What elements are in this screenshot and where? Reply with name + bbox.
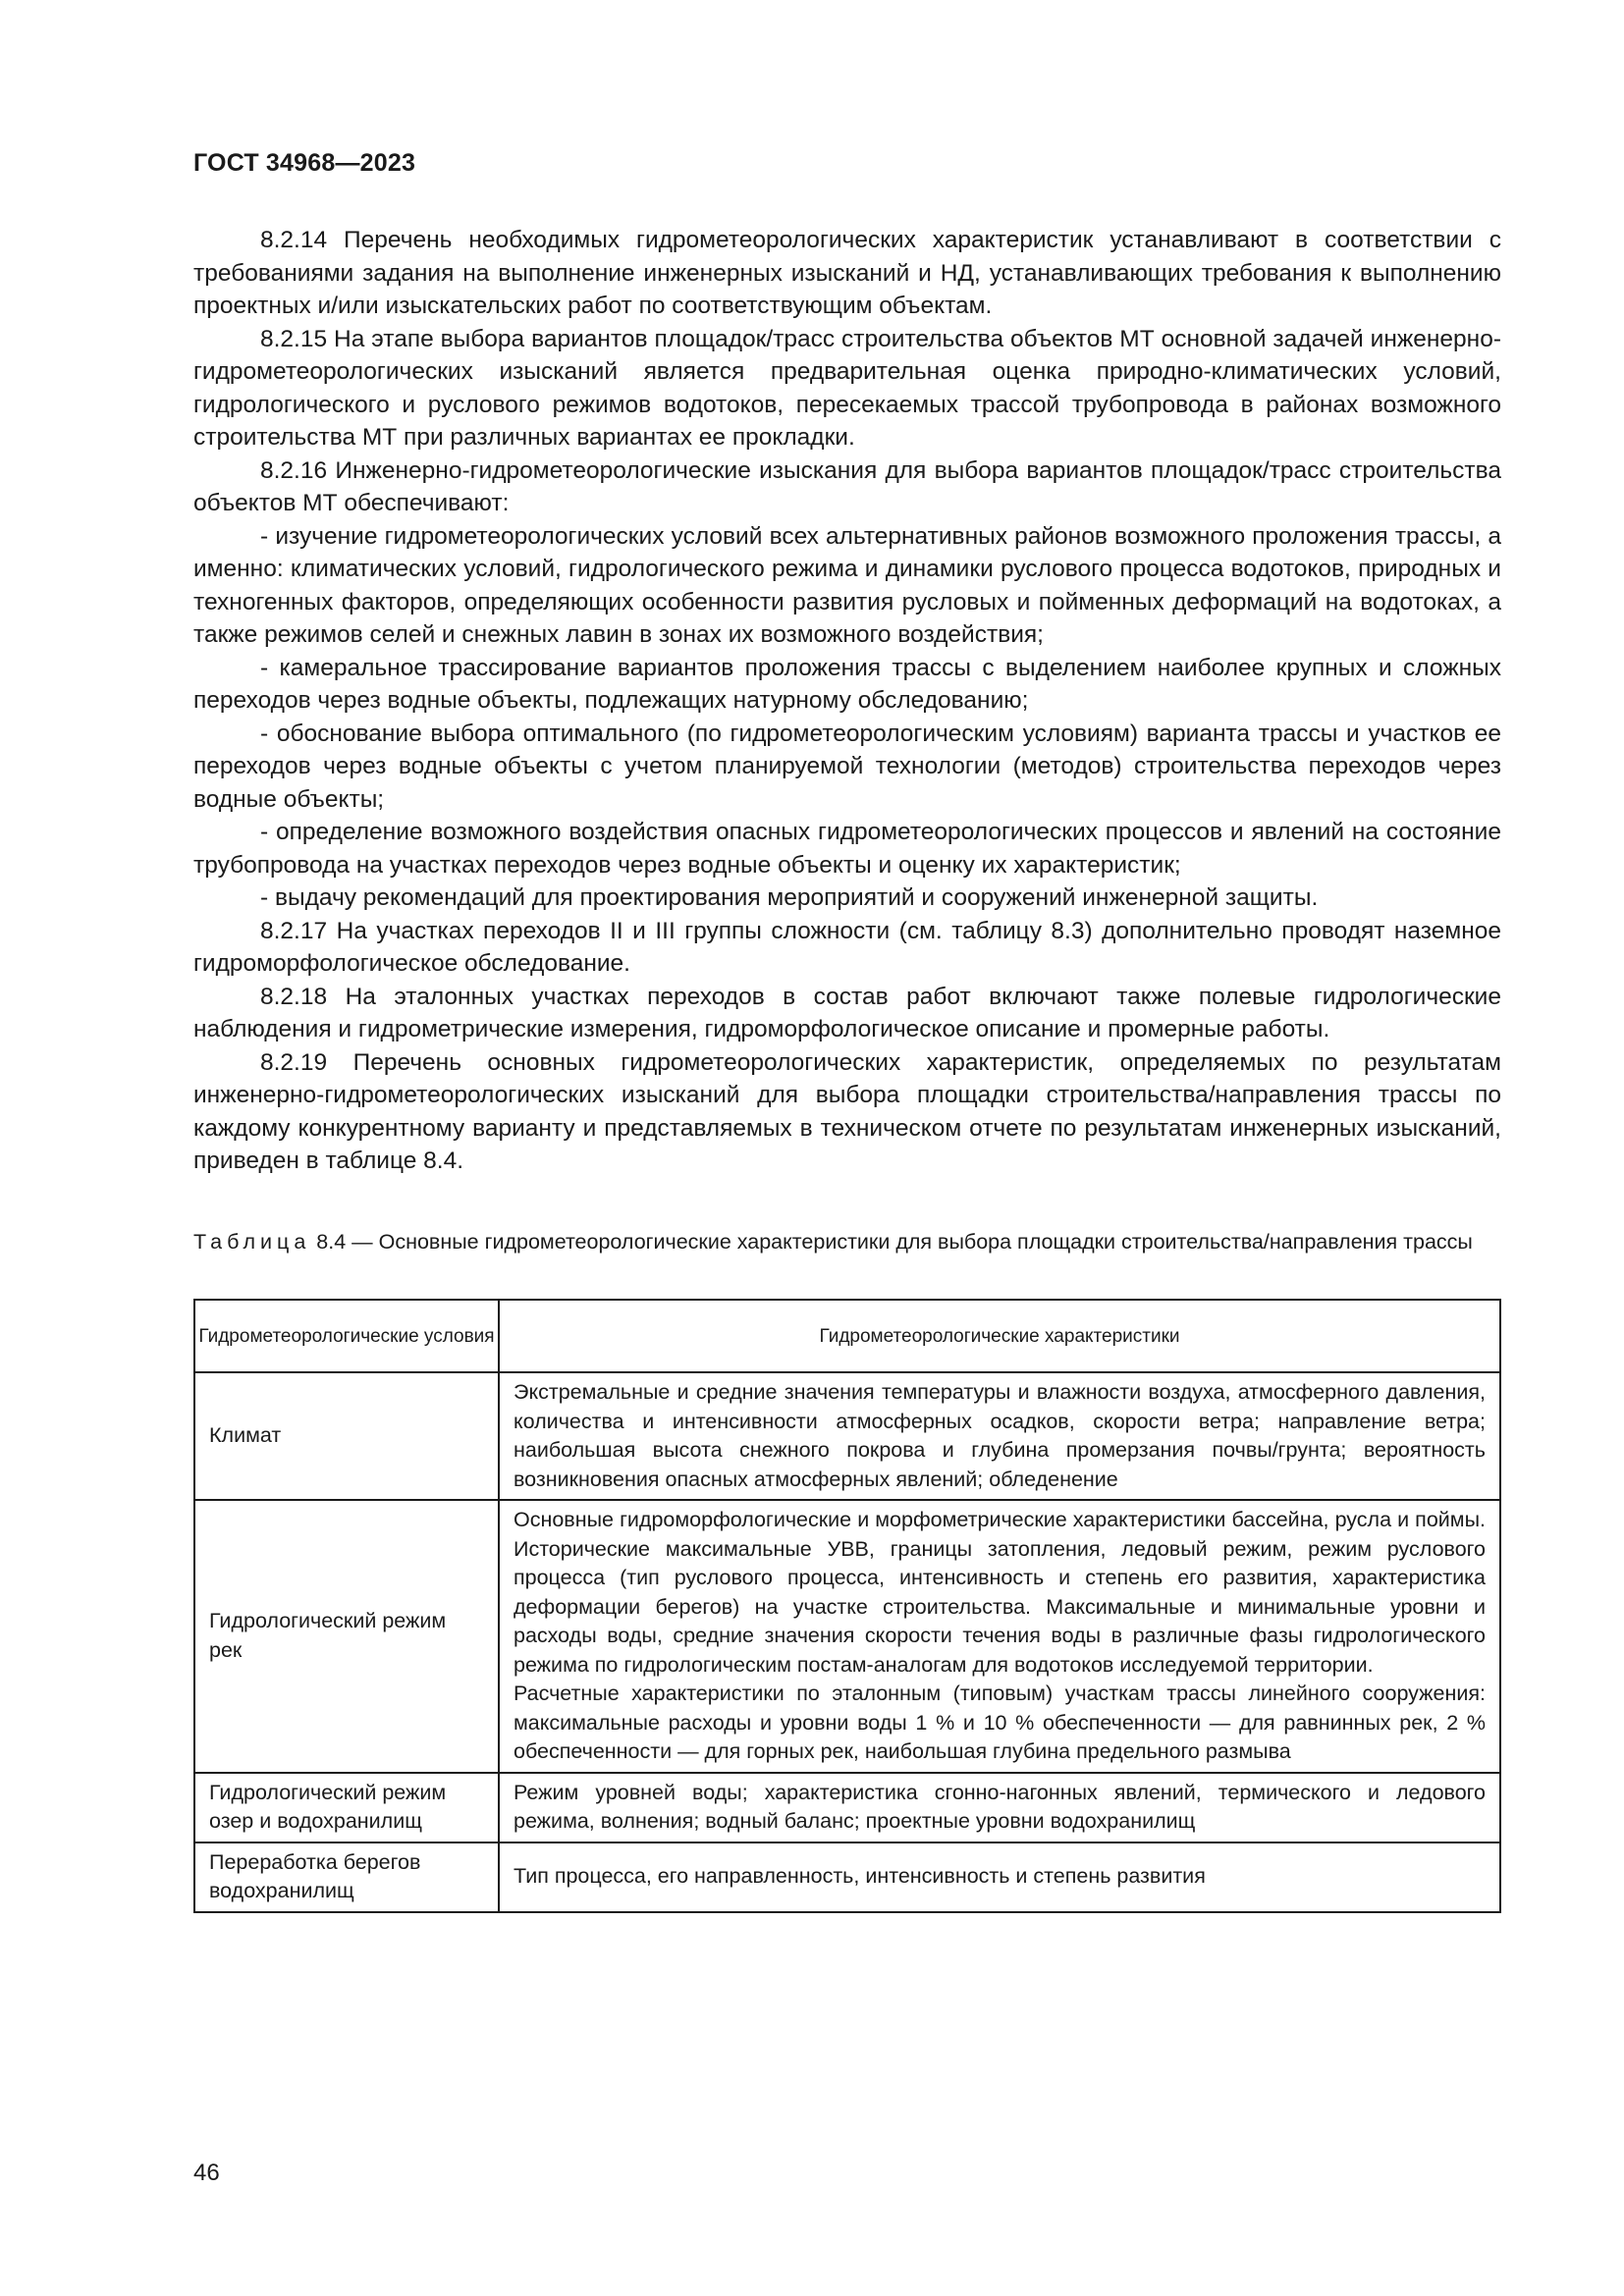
- condition-cell: Климат: [194, 1372, 499, 1500]
- table-row: [194, 1842, 1500, 1912]
- document-header: ГОСТ 34968—2023: [193, 149, 416, 177]
- paragraph-8-2-17: 8.2.17 На участках переходов II и III группы сложности (см. таблицу 8.3) дополнительно проводят наземное гидроморфологическое обследование.: [193, 917, 1501, 977]
- table-row: [194, 1500, 1500, 1773]
- characteristics-cell: [499, 1500, 1500, 1773]
- table-caption-label: Таблица: [193, 1230, 311, 1254]
- condition-cell: Гидрологический режим рек: [194, 1500, 499, 1773]
- paragraph-8-2-19: 8.2.19 Перечень основных гидрометеорологических характеристик, определяемых по результатам инженерно-гидрометеорологических изысканий для выбора площадки строительства/направления трассы по каждому конкурентному варианту и представляемых в техническом отчете по результатам инженерных изысканий, приведен в таблице 8.4.: [193, 1048, 1501, 1174]
- table-caption-text: 8.4 — Основные гидрометеорологические характеристики для выбора площадки строительства/направления трассы: [316, 1230, 1473, 1254]
- hydromet-table: [193, 1299, 1501, 1913]
- table-header-row: [194, 1300, 1500, 1372]
- paragraph-8-2-16: 8.2.16 Инженерно-гидрометеорологические изыскания для выбора вариантов площадок/трасс строительства объектов МТ обеспечивают:: [193, 456, 1501, 516]
- characteristics-text: Тип процесса, его направленность, интенсивность и степень развития: [514, 1864, 1206, 1889]
- condition-cell: Гидрологический режим озер и водохранилищ: [194, 1773, 499, 1842]
- paragraph-8-2-18: 8.2.18 На эталонных участках переходов в состав работ включают также полевые гидрологические наблюдения и гидрометрические измерения, гидроморфологическое описание и промерные работы.: [193, 983, 1501, 1042]
- header-conditions: Гидрометеорологические условия: [194, 1300, 499, 1372]
- list-item: - выдачу рекомендаций для проектирования мероприятий и сооружений инженерной защиты.: [260, 884, 1319, 911]
- paragraph-8-2-14: 8.2.14 Перечень необходимых гидрометеорологических характеристик устанавливают в соответствии с требованиями задания на выполнение инженерных изысканий и НД, устанавливающих требования к выполнению проектных и/или изыскательских работ по соответствующим объектам.: [193, 227, 1501, 319]
- page-number: 46: [193, 2160, 220, 2186]
- characteristics-text: Режим уровней воды; характеристика сгонно-нагонных явлений, термического и ледового режима, волнения; водный баланс; проектные уровни водохранилищ: [514, 1780, 1486, 1833]
- list-item: - камеральное трассирование вариантов проложения трассы с выделением наиболее крупных и сложных переходов через водные объекты, подлежащих натурному обследованию;: [193, 654, 1501, 714]
- characteristics-cell: [499, 1773, 1500, 1842]
- table-row: [194, 1773, 1500, 1842]
- table-row: [194, 1372, 1500, 1500]
- condition-cell: Переработка берегов водохранилищ: [194, 1842, 499, 1912]
- characteristics-cell: [499, 1842, 1500, 1912]
- list-item: - изучение гидрометеорологических условий всех альтернативных районов возможного проложения трассы, а именно: климатических условий, гидрологического режима и динамики руслового процесса водотоков, природных и техногенных факторов, определяющих особенности развития русловых и пойменных деформаций на водотоках, а также режимов селей и снежных лавин в зонах их возможного воздействия;: [193, 522, 1501, 648]
- characteristics-text: Экстремальные и средние значения температуры и влажности воздуха, атмосферного давления, количества и интенсивности атмосферных осадков, скорости ветра; направление ветра; наибольшая высота снежного покрова и глубина промерзания почвы/грунта; вероятность возникновения опасных атмосферных явлений; обледенение: [514, 1380, 1486, 1491]
- paragraph-8-2-15: 8.2.15 На этапе выбора вариантов площадок/трасс строительства объектов МТ основной задачей инженерно-гидрометеорологических изысканий является предварительная оценка природно-климатических условий, гидрологического и руслового режимов водотоков, пересекаемых трассой трубопровода в районах возможного строительства МТ при различных вариантах ее прокладки.: [193, 325, 1501, 451]
- header-characteristics: Гидрометеорологические характеристики: [499, 1300, 1500, 1372]
- list-item: - определение возможного воздействия опасных гидрометеорологических процессов и явлений на состояние трубопровода на участках переходов через водные объекты и оценку их характеристик;: [193, 819, 1501, 879]
- list-item: - обоснование выбора оптимального (по гидрометеорологическим условиям) варианта трассы и участков ее переходов через водные объекты с учетом планируемой технологии (методов) строительства переходов через водные объекты;: [193, 720, 1501, 813]
- characteristics-cell: [499, 1372, 1500, 1500]
- body-text: [193, 224, 1501, 1178]
- table-caption: [193, 1228, 1501, 1255]
- characteristics-text: Основные гидроморфологические и морфометрические характеристики бассейна, русла и поймы. Исторические максимальные УВВ, границы затопления, ледовый режим, режим руслового процесса (тип руслового процесса, интенсивность и степень его развития, характеристика деформации берегов) на участке строительства. Максимальные и минимальные уровни и расходы воды, средние значения скорости течения воды в различные фазы гидрологического режима по гидрологическим постам-аналогам для водотоков исследуемой территории.: [514, 1508, 1486, 1677]
- characteristics-text: Расчетные характеристики по эталонным (типовым) участкам трассы линейного сооружения: максимальные расходы и уровни воды 1 % и 10 % обеспеченности — для равнинных рек, 2 % обеспеченности — для горных рек, наибольшая глубина предельного размыва: [514, 1682, 1486, 1763]
